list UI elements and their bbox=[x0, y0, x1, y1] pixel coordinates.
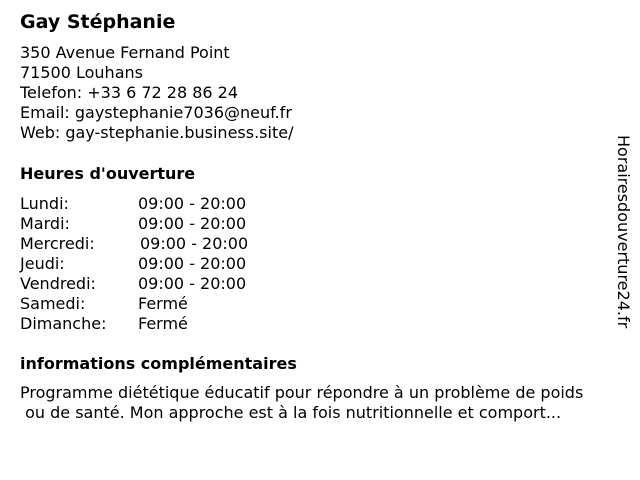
hours-time: Fermé bbox=[138, 314, 188, 333]
description-line-1: Programme diététique éducatif pour répondre à un problème de poids bbox=[20, 383, 584, 402]
hours-time: 09:00 - 20:00 bbox=[138, 214, 247, 233]
hours-day: Samedi: bbox=[20, 294, 86, 313]
business-name: Gay Stéphanie bbox=[20, 11, 176, 33]
hours-time: 09:00 - 20:00 bbox=[140, 234, 249, 253]
hours-time: 09:00 - 20:00 bbox=[138, 274, 247, 293]
hours-day: Dimanche: bbox=[20, 314, 107, 333]
hours-time: Fermé bbox=[138, 294, 188, 313]
hours-heading: Heures d'ouverture bbox=[20, 164, 196, 183]
phone-line: Telefon: +33 6 72 28 86 24 bbox=[20, 83, 239, 102]
hours-day: Lundi: bbox=[20, 194, 69, 213]
hours-time: 09:00 - 20:00 bbox=[138, 194, 247, 213]
web-line: Web: gay-stephanie.business.site/ bbox=[20, 123, 294, 142]
description-line-2: ou de santé. Mon approche est à la fois nutritionnelle et comport... bbox=[20, 403, 562, 422]
address-line-2: 71500 Louhans bbox=[20, 63, 143, 82]
hours-day: Jeudi: bbox=[20, 254, 65, 273]
email-line: Email: gaystephanie7036@neuf.fr bbox=[20, 103, 292, 122]
info-heading: informations complémentaires bbox=[20, 354, 297, 373]
hours-time: 09:00 - 20:00 bbox=[138, 254, 247, 273]
hours-day: Mercredi: bbox=[20, 234, 95, 253]
address-line-1: 350 Avenue Fernand Point bbox=[20, 43, 230, 62]
description-text bbox=[20, 383, 583, 423]
contact-block bbox=[20, 43, 293, 143]
site-watermark: Horairesdouverture24.fr bbox=[614, 135, 633, 329]
hours-day: Vendredi: bbox=[20, 274, 96, 293]
hours-day: Mardi: bbox=[20, 214, 70, 233]
